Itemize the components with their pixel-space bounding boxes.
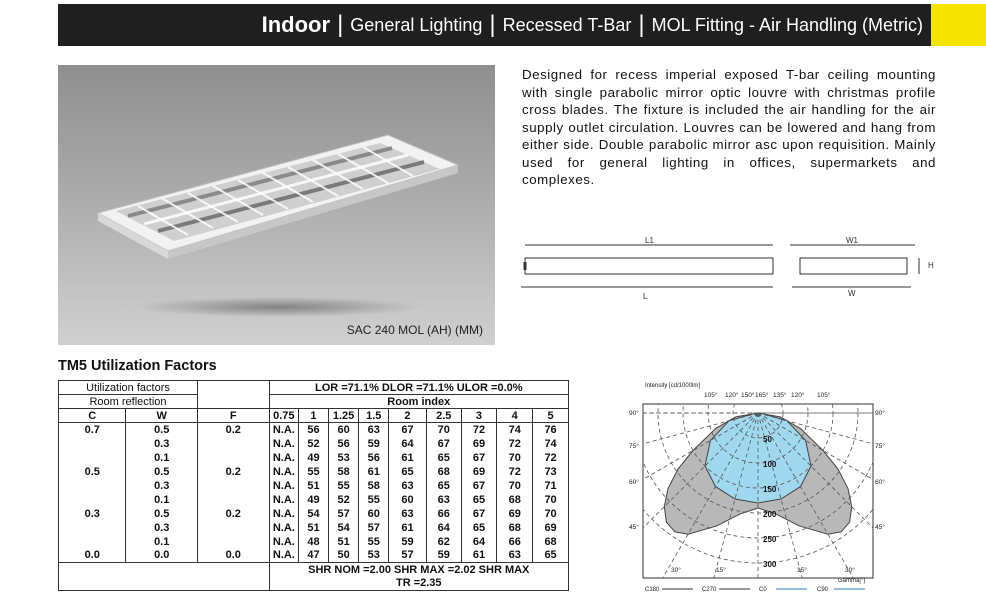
cell-value: 66 (497, 535, 533, 549)
shr-blank (59, 563, 270, 591)
cell-value: 73 (533, 465, 569, 479)
cell-value: 63 (426, 493, 461, 507)
dim-w: W (848, 289, 856, 298)
shr-row (59, 563, 569, 577)
polar-radial-label: 150 (763, 485, 777, 494)
cell-value: 58 (359, 479, 389, 493)
room-index-value: 1 (299, 409, 329, 423)
polar-top-label: 135° (773, 392, 787, 399)
header-part-1: General Lighting (350, 14, 483, 35)
cell-value: 74 (497, 423, 533, 437)
cell-value: 50 (328, 549, 359, 563)
utilization-table (58, 380, 569, 591)
cell-value: 69 (497, 507, 533, 521)
cell-value: 60 (359, 507, 389, 521)
header-part-2: Recessed T-Bar (502, 14, 632, 35)
cell-value: 65 (461, 493, 497, 507)
cell-value: 49 (299, 451, 329, 465)
cell-value: 67 (461, 507, 497, 521)
cell-value: 69 (461, 465, 497, 479)
cell-value: 64 (426, 521, 461, 535)
cell-w: 0.5 (126, 423, 198, 437)
cell-value: 65 (461, 521, 497, 535)
cell-value: N.A. (269, 535, 299, 549)
header-category: Indoor (261, 12, 331, 37)
room-index-value: 1.5 (359, 409, 389, 423)
cell-f (197, 479, 269, 493)
cell-f: 0.2 (197, 465, 269, 479)
cell-w: 0.3 (126, 437, 198, 451)
cell-f (197, 493, 269, 507)
cell-f (197, 535, 269, 549)
dim-w1: W1 (846, 236, 858, 245)
polar-top-label: 105° (817, 392, 831, 399)
cell-value: N.A. (269, 465, 299, 479)
cell-value: 70 (426, 423, 461, 437)
polar-bottom-label: 30° (845, 567, 855, 574)
room-index-value: 3 (461, 409, 497, 423)
cell-value: 64 (389, 437, 427, 451)
header-blank (197, 381, 269, 409)
cell-value: 47 (299, 549, 329, 563)
polar-top-label: 120° (725, 392, 739, 399)
cell-value: 64 (461, 535, 497, 549)
cell-value: 56 (359, 451, 389, 465)
cell-w: 0.1 (126, 451, 198, 465)
header-util: Utilization factors (59, 381, 198, 395)
cell-value: 62 (426, 535, 461, 549)
cell-value: 54 (328, 521, 359, 535)
polar-left-label: 75° (629, 443, 639, 450)
cell-value: 51 (299, 521, 329, 535)
cell-f (197, 437, 269, 451)
polar-bottom-label: 30° (671, 567, 681, 574)
cell-value: N.A. (269, 493, 299, 507)
polar-radial-label: 250 (763, 535, 777, 544)
cell-value: 53 (328, 451, 359, 465)
cell-c: 0.0 (59, 549, 126, 563)
cell-value: 61 (389, 451, 427, 465)
cell-value: 63 (389, 479, 427, 493)
table-row (59, 423, 569, 437)
cell-value: N.A. (269, 423, 299, 437)
table-title: TM5 Utilization Factors (58, 358, 217, 374)
cell-f: 0.2 (197, 423, 269, 437)
cell-c: 0.7 (59, 423, 126, 437)
polar-title: Intensity [cd/1000lm] (645, 383, 701, 389)
polar-chart (625, 380, 887, 595)
table-row (59, 465, 569, 479)
table-row (59, 507, 569, 521)
polar-right-label: 90° (875, 410, 885, 417)
polar-radial-label: 200 (763, 510, 777, 519)
header-bar (58, 4, 931, 46)
cell-value: 65 (426, 451, 461, 465)
dimension-lines (517, 232, 937, 302)
cell-value: 63 (497, 549, 533, 563)
cell-w: 0.3 (126, 479, 198, 493)
cell-value: 56 (299, 423, 329, 437)
cell-c: 0.5 (59, 465, 126, 479)
cell-w: 0.5 (126, 507, 198, 521)
cell-value: 58 (328, 465, 359, 479)
dimension-drawing (517, 232, 937, 307)
cell-value: 66 (426, 507, 461, 521)
cell-value: N.A. (269, 479, 299, 493)
product-description: Designed for recess imperial exposed T-bar ceiling mounting with single parabolic mirror optic louvre with christmas profile cross blades. The fixture is included the air handling for the air supply outlet circulation. Louvres can be lowered and hang from either side. Double parabolic mirror asc upon requisition. Mainly used for general lighting in offices, supermarkets and complexes. (522, 67, 936, 187)
table-row (59, 493, 569, 507)
polar-legend-label: C270 (702, 587, 717, 592)
polar-right-label: 75° (875, 443, 885, 450)
polar-xlabel: Gamma[°] (838, 578, 866, 584)
product-caption: SAC 240 MOL (AH) (MM) (346, 323, 483, 337)
cell-value: 70 (497, 479, 533, 493)
table-row (59, 535, 569, 549)
cell-value: 76 (533, 423, 569, 437)
col-f: F (197, 409, 269, 423)
cell-c (59, 479, 126, 493)
cell-value: 60 (389, 493, 427, 507)
room-index-header: Room index (269, 395, 568, 409)
cell-value: 65 (533, 549, 569, 563)
luminaire-illustration (58, 65, 495, 345)
header-part-3: MOL Fitting - Air Handling (Metric) (651, 14, 923, 35)
dim-l: L (643, 292, 648, 301)
cell-value: 74 (533, 437, 569, 451)
cell-c (59, 535, 126, 549)
polar-bottom-label: 15° (797, 567, 807, 574)
cell-value: 72 (497, 437, 533, 451)
polar-top-label: 150° (741, 392, 755, 399)
polar-chart-svg (625, 380, 887, 592)
lor-values: LOR =71.1% DLOR =71.1% ULOR =0.0% (269, 381, 568, 395)
cell-value: 59 (426, 549, 461, 563)
cell-value: 70 (533, 507, 569, 521)
cell-value: 69 (461, 437, 497, 451)
polar-top-label: 165° (755, 392, 769, 399)
header-reflection: Room reflection (59, 395, 198, 409)
cell-value: 70 (497, 451, 533, 465)
cell-value: 63 (359, 423, 389, 437)
cell-value: 51 (328, 535, 359, 549)
cell-w: 0.3 (126, 521, 198, 535)
cell-value: 52 (328, 493, 359, 507)
cell-value: 70 (533, 493, 569, 507)
polar-top-label: 120° (791, 392, 805, 399)
cell-w: 0.1 (126, 493, 198, 507)
cell-value: 61 (359, 465, 389, 479)
cell-value: 67 (461, 451, 497, 465)
table-row (59, 521, 569, 535)
dim-h: H (928, 261, 934, 270)
cell-w: 0.0 (126, 549, 198, 563)
cell-value: 61 (389, 521, 427, 535)
cell-value: 59 (389, 535, 427, 549)
cell-value: 53 (359, 549, 389, 563)
polar-legend-label: C0 (759, 587, 767, 592)
room-index-value: 0.75 (269, 409, 299, 423)
cell-value: 55 (359, 535, 389, 549)
cell-value: 72 (497, 465, 533, 479)
col-c: C (59, 409, 126, 423)
cell-value: 68 (426, 465, 461, 479)
cell-c (59, 437, 126, 451)
cell-value: 69 (533, 521, 569, 535)
table-row (59, 479, 569, 493)
cell-value: 67 (426, 437, 461, 451)
cell-c (59, 493, 126, 507)
cell-value: 57 (328, 507, 359, 521)
cell-value: 48 (299, 535, 329, 549)
cell-f: 0.2 (197, 507, 269, 521)
cell-value: N.A. (269, 437, 299, 451)
polar-radial-label: 50 (763, 435, 772, 444)
cell-value: N.A. (269, 521, 299, 535)
cell-value: 72 (461, 423, 497, 437)
cell-f (197, 521, 269, 535)
room-index-value: 2.5 (426, 409, 461, 423)
cell-value: 57 (359, 521, 389, 535)
col-w: W (126, 409, 198, 423)
cell-f: 0.0 (197, 549, 269, 563)
header-accent (931, 4, 986, 46)
cell-value: 65 (426, 479, 461, 493)
room-index-value: 4 (497, 409, 533, 423)
table-row (59, 451, 569, 465)
cell-value: 52 (299, 437, 329, 451)
shr-line-1: SHR NOM =2.00 SHR MAX =2.02 SHR MAX (269, 563, 568, 577)
room-index-value: 5 (533, 409, 569, 423)
table-header-row (59, 409, 569, 423)
polar-top-label: 105° (704, 392, 718, 399)
cell-value: N.A. (269, 451, 299, 465)
room-index-value: 2 (389, 409, 427, 423)
cell-value: 59 (359, 437, 389, 451)
polar-left-label: 90° (629, 410, 639, 417)
cell-value: 57 (389, 549, 427, 563)
polar-legend-label: C180 (645, 587, 660, 592)
cell-c: 0.3 (59, 507, 126, 521)
polar-right-label: 45° (875, 524, 885, 531)
cell-value: 67 (461, 479, 497, 493)
cell-w: 0.5 (126, 465, 198, 479)
cell-value: 67 (389, 423, 427, 437)
cell-value: 51 (299, 479, 329, 493)
cell-value: 65 (389, 465, 427, 479)
product-photo (58, 65, 495, 345)
table-header-row (59, 395, 569, 409)
cell-value: N.A. (269, 549, 299, 563)
cell-value: 60 (328, 423, 359, 437)
polar-left-label: 45° (629, 524, 639, 531)
polar-radial-label: 300 (763, 560, 777, 569)
cell-value: 55 (328, 479, 359, 493)
cell-value: 63 (389, 507, 427, 521)
shr-line-2: TR =2.35 (269, 577, 568, 591)
cell-value: 54 (299, 507, 329, 521)
cell-value: 68 (497, 493, 533, 507)
cell-value: 71 (533, 479, 569, 493)
polar-right-label: 60° (875, 479, 885, 486)
polar-left-label: 60° (629, 479, 639, 486)
dim-l1: L1 (645, 236, 654, 245)
polar-legend-label: C90 (817, 587, 829, 592)
cell-value: 55 (359, 493, 389, 507)
cell-value: 72 (533, 451, 569, 465)
room-index-value: 1.25 (328, 409, 359, 423)
cell-value: 56 (328, 437, 359, 451)
cell-value: N.A. (269, 507, 299, 521)
table-row (59, 437, 569, 451)
header-title: Indoor | General Lighting | Recessed T-Bar | MOL Fitting - Air Handling (Metric) (261, 11, 923, 38)
table-header-row (59, 381, 569, 395)
cell-value: 61 (461, 549, 497, 563)
table-row (59, 549, 569, 563)
cell-w: 0.1 (126, 535, 198, 549)
polar-radial-label: 100 (763, 460, 777, 469)
cell-c (59, 521, 126, 535)
polar-bottom-label: 15° (716, 567, 726, 574)
cell-value: 68 (533, 535, 569, 549)
cell-value: 68 (497, 521, 533, 535)
cell-value: 55 (299, 465, 329, 479)
cell-value: 49 (299, 493, 329, 507)
cell-c (59, 451, 126, 465)
cell-f (197, 451, 269, 465)
